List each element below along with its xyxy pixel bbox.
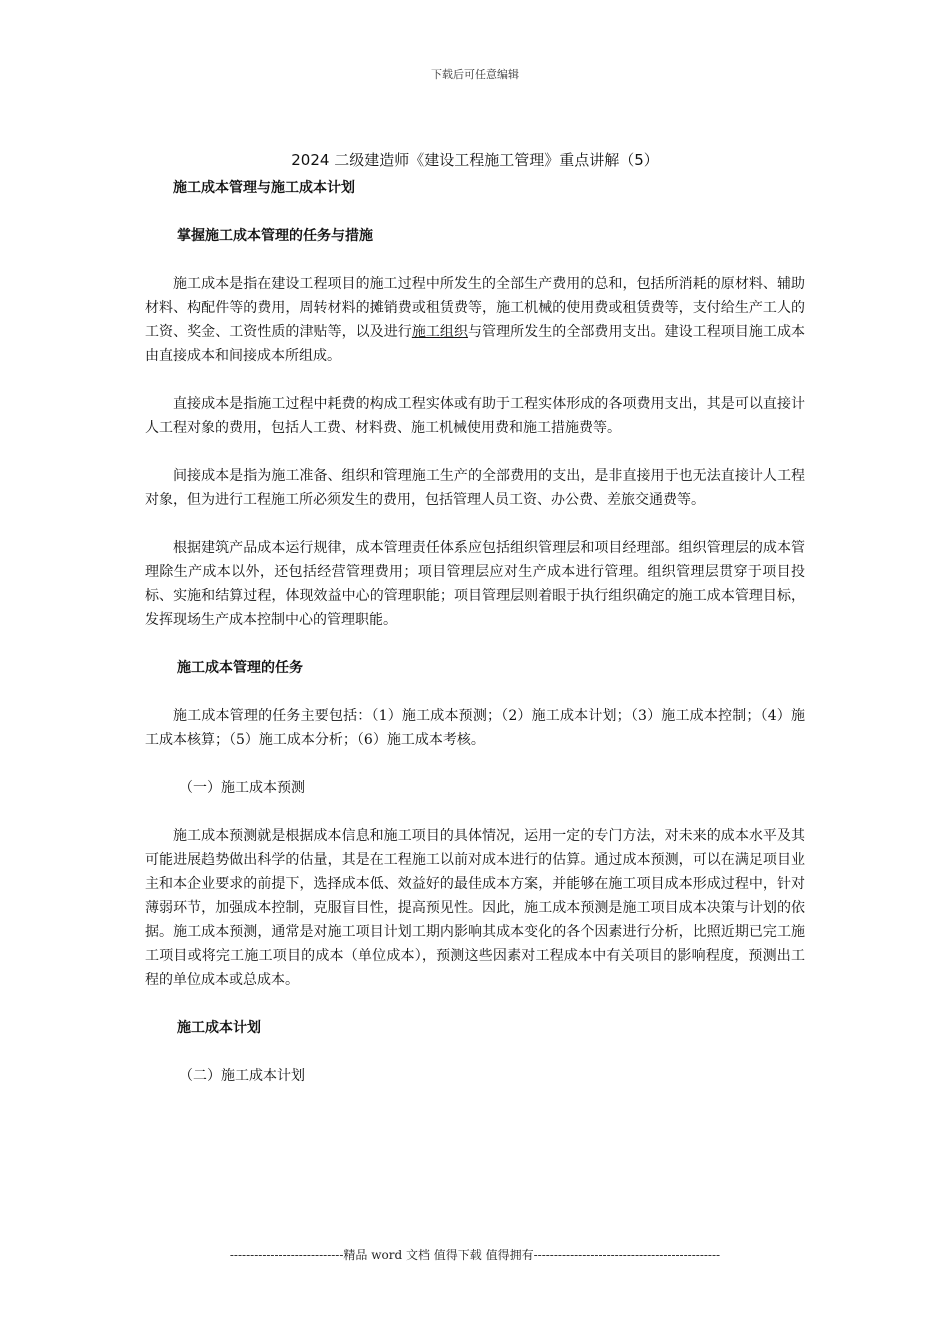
- paragraph-direct-cost: 直接成本是指施工过程中耗费的构成工程实体或有助于工程实体形成的各项费用支出，其是可以直接计人工程对象的费用，包括人工费、材料费、施工机械使用费和施工措施费等。: [145, 396, 805, 436]
- label-cost-forecast: （一）施工成本预测: [179, 780, 305, 796]
- page-header-note: 下载后可任意编辑: [431, 68, 519, 81]
- paragraph-text: 施工成本是指在建设工程项目的施工过程中所发生的全部生产费用的总和，包括所消耗的原材料、辅助材料、构配件等的费用，周转材料的摊销费或租赁费等，施工机械的使用费或租赁费等，支付给生产工人的工资、奖金、工资性质的津贴等，以及进行: [145, 276, 805, 340]
- paragraph-cost-forecast: 施工成本预测就是根据成本信息和施工项目的具体情况，运用一定的专门方法，对未来的成本水平及其可能进展趋势做出科学的估量，其是在工程施工以前对成本进行的估算。通过成本预测，可以在满足项目业主和本企业要求的前提下，选择成本低、效益好的最佳成本方案，并能够在施工项目成本形成过程中，针对薄弱环节，加强成本控制，克服盲目性，提高预见性。因此，施工成本预测是施工项目成本决策与计划的依据。施工成本预测，通常是对施工项目计划工期内影响其成本变化的各个因素进行分析，比照近期已完工施工项目或将完工施工项目的成本（单位成本），预测这些因素对工程成本中有关项目的影响程度，预测出工程的单位成本或总成本。: [145, 828, 805, 988]
- construction-organization-link[interactable]: 施工组织: [411, 324, 469, 340]
- label-cost-plan: （二）施工成本计划: [179, 1068, 305, 1084]
- paragraph-responsibility-system: 根据建筑产品成本运行规律，成本管理责任体系应包括组织管理层和项目经理部。组织管理层的成本管理除生产成本以外，还包括经营管理费用；项目管理层应对生产成本进行管理。组织管理层贯穿于项目投标、实施和结算过程，体现效益中心的管理职能；项目管理层则着眼于执行组织确定的施工成本管理目标，发挥现场生产成本控制中心的管理职能。: [145, 540, 805, 628]
- paragraph-task-list: 施工成本管理的任务主要包括：（1）施工成本预测；（2）施工成本计划；（3）施工成本控制；（4）施工成本核算；（5）施工成本分析；（6）施工成本考核。: [145, 708, 805, 748]
- paragraph-construction-cost: [145, 272, 805, 368]
- subsection-heading-tasks-measures: 掌握施工成本管理的任务与措施: [177, 228, 373, 244]
- section-heading-cost-plan: 施工成本计划: [177, 1020, 261, 1036]
- paragraph-text: 与管理所发生的全部费用支出。建设工程项目施工成本由直接成本和间接成本所组成。: [145, 324, 806, 364]
- section-heading-cost-management: 施工成本管理与施工成本计划: [173, 180, 355, 196]
- section-heading-tasks: 施工成本管理的任务: [177, 660, 303, 676]
- document-body: [145, 148, 805, 1088]
- document-title: 2024 二级建造师《建设工程施工管理》重点讲解（5）: [291, 151, 659, 169]
- paragraph-indirect-cost: 间接成本是指为施工准备、组织和管理施工生产的全部费用的支出，是非直接用于也无法直接计人工程对象，但为进行工程施工所必须发生的费用，包括管理人员工资、办公费、差旅交通费等。: [145, 468, 805, 508]
- page-footer-note: ----------------------------精品 word 文档 值得下载 值得拥有----------------------------------------------: [229, 1248, 721, 1262]
